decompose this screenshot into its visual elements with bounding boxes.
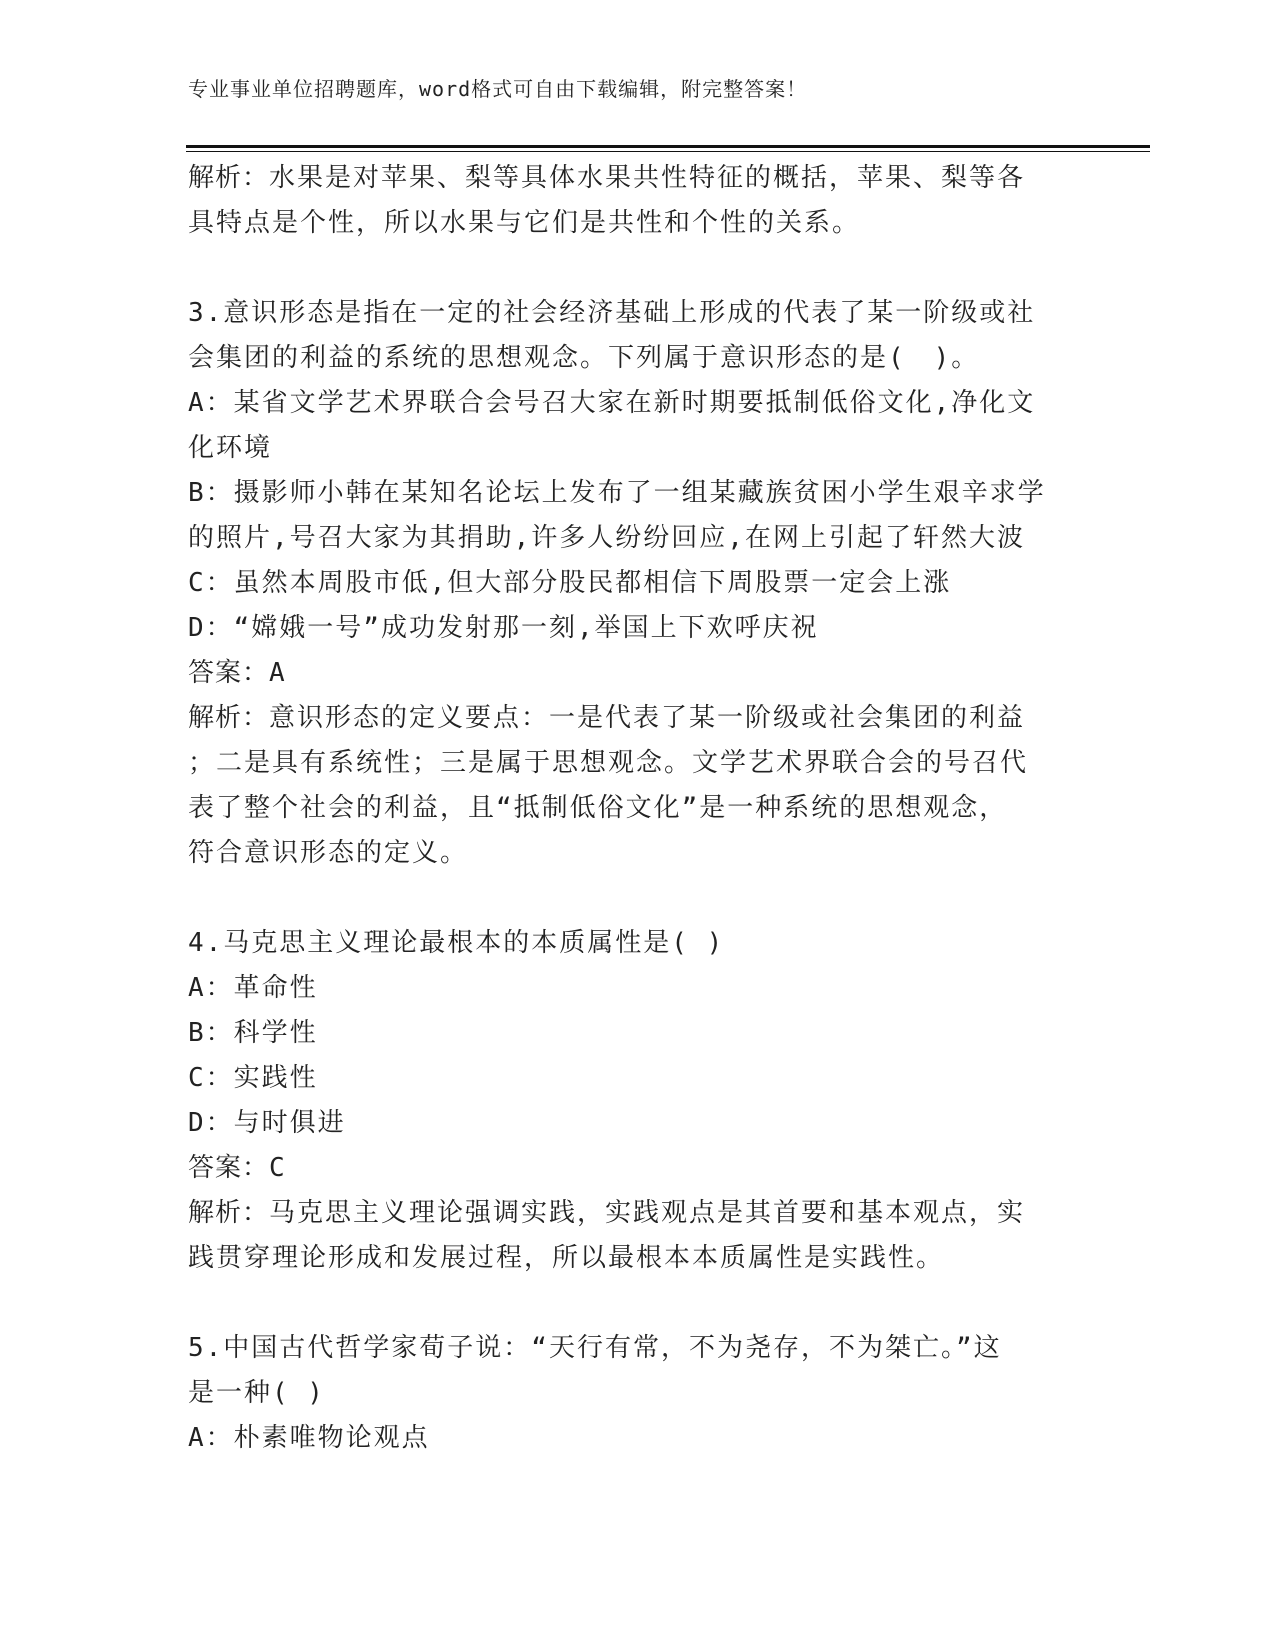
- q3-option-a-line-2: 化环境: [188, 433, 273, 463]
- analysis-label: 解析：: [188, 703, 270, 733]
- q4-option-c: C：实践性: [188, 1063, 318, 1093]
- q5-question-line-1: 5.中国古代哲学家荀子说：“天行有常，不为尧存，不为桀亡。”这: [188, 1333, 1002, 1363]
- q3-option-a-line-1: A：某省文学艺术界联合会号召大家在新时期要抵制低俗文化,净化文: [188, 388, 1036, 418]
- q3-option-c: C：虽然本周股市低,但大部分股民都相信下周股票一定会上涨: [188, 568, 952, 598]
- q4-option-d: D：与时俱进: [188, 1108, 346, 1138]
- spacer: [188, 1281, 1098, 1326]
- page-header: 专业事业单位招聘题库，word格式可自由下载编辑，附完整答案！: [188, 77, 808, 101]
- q3-option-b-line-2: 的照片,号召大家为其捐助,许多人纷纷回应,在网上引起了轩然大波: [188, 523, 1025, 553]
- q4-analysis-line-1: 解析：马克思主义理论强调实践，实践观点是其首要和基本观点，实: [188, 1198, 1026, 1228]
- q4-analysis-line-2: 践贯穿理论形成和发展过程，所以最根本本质属性是实践性。: [188, 1243, 945, 1273]
- document-body: [188, 156, 1098, 1461]
- spacer: [188, 876, 1098, 921]
- q5-question-line-2: 是一种( ): [188, 1378, 325, 1408]
- header-rule-thin: [186, 151, 1150, 152]
- spacer: [188, 246, 1098, 291]
- q2-analysis-line-1: 解析：水果是对苹果、梨等具体水果共性特征的概括，苹果、梨等各: [188, 163, 1026, 193]
- q3-answer-value: A: [269, 658, 287, 688]
- q3-option-b-line-1: B：摄影师小韩在某知名论坛上发布了一组某藏族贫困小学生艰辛求学: [188, 478, 1046, 508]
- answer-label: 答案：: [188, 1153, 270, 1183]
- q4-answer-value: C: [269, 1153, 287, 1183]
- q4-answer: [188, 1146, 1098, 1191]
- q3-question-line-2: 会集团的利益的系统的思想观念。下列属于意识形态的是( )。: [188, 343, 980, 373]
- q5-option-a: A：朴素唯物论观点: [188, 1423, 430, 1453]
- q2-analysis-line-2: 具特点是个性，所以水果与它们是共性和个性的关系。: [188, 208, 861, 238]
- q3-analysis-line-3: 表了整个社会的利益，且“抵制低俗文化”是一种系统的思想观念，: [188, 793, 1008, 823]
- q4-option-a: A：革命性: [188, 973, 318, 1003]
- analysis-label: 解析：: [188, 163, 270, 193]
- q4-option-b: B：科学性: [188, 1018, 318, 1048]
- answer-label: 答案：: [188, 658, 270, 688]
- q3-option-d: D：“嫦娥一号”成功发射那一刻,举国上下欢呼庆祝: [188, 613, 819, 643]
- header-rule-thick: [186, 145, 1150, 148]
- q4-question-line-1: 4.马克思主义理论最根本的本质属性是( ): [188, 928, 725, 958]
- q3-question-line-1: 3.意识形态是指在一定的社会经济基础上形成的代表了某一阶级或社: [188, 298, 1036, 328]
- analysis-label: 解析：: [188, 1198, 270, 1228]
- q3-analysis-line-4: 符合意识形态的定义。: [188, 838, 469, 868]
- q3-answer: [188, 651, 1098, 696]
- q3-analysis-line-1: 解析：意识形态的定义要点：一是代表了某一阶级或社会集团的利益: [188, 703, 1026, 733]
- q3-analysis-line-2: ；二是具有系统性；三是属于思想观念。文学艺术界联合会的号召代: [188, 748, 1029, 778]
